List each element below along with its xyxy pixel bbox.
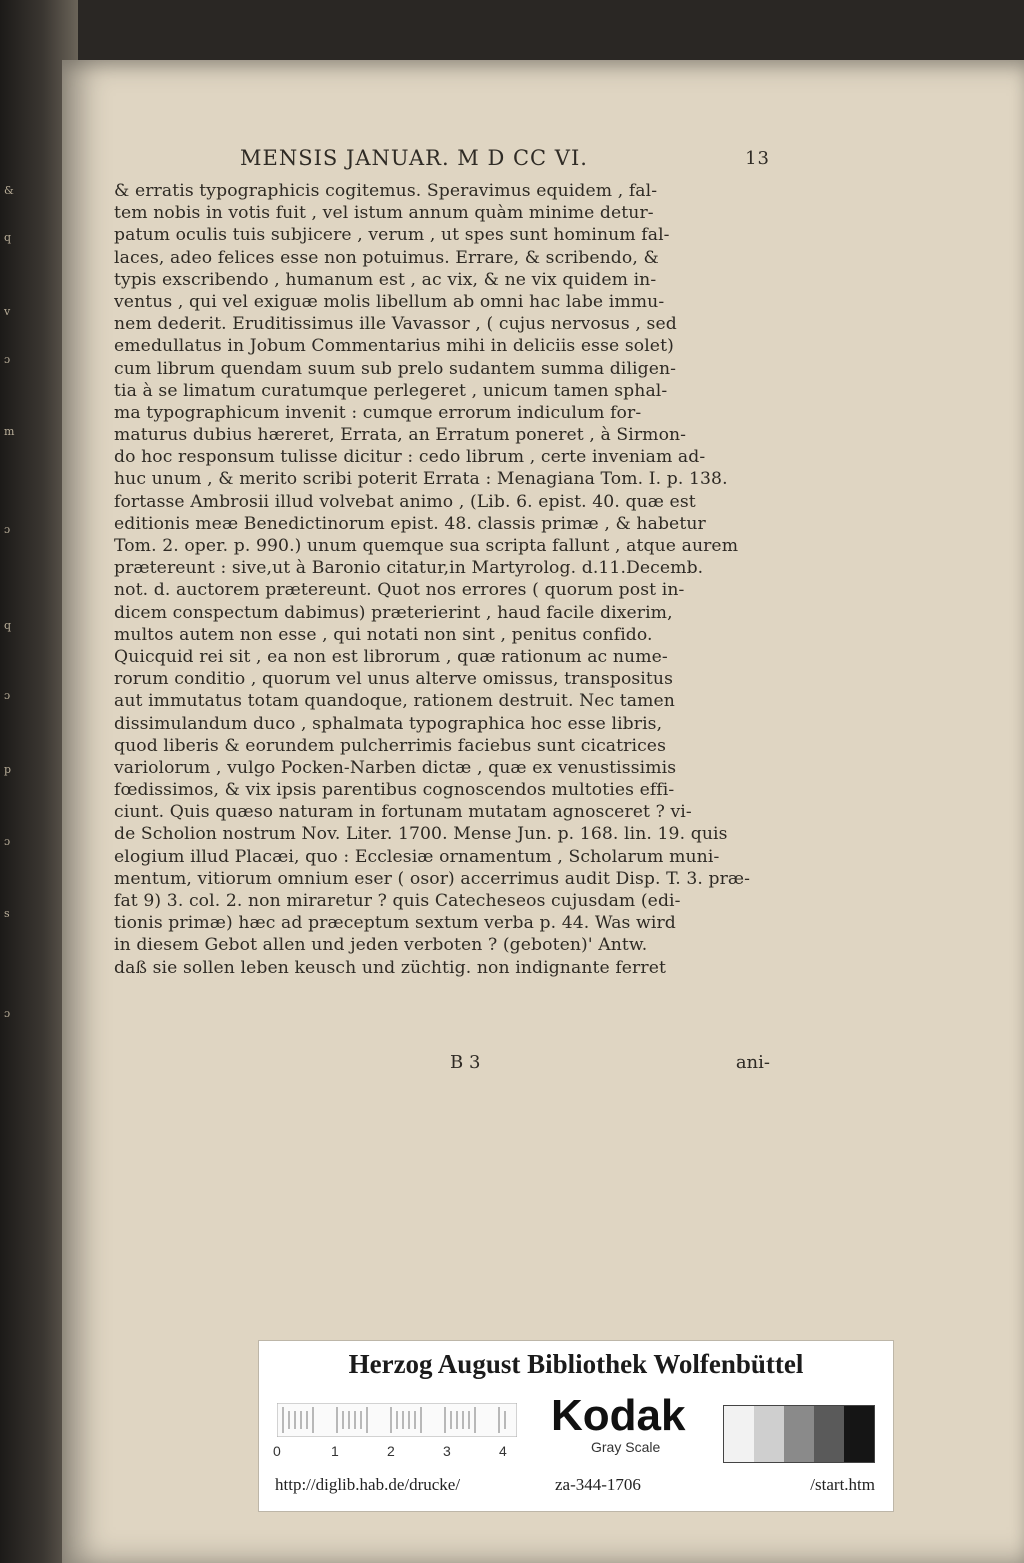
text-line: dicem conspectum dabimus) præterierint , haud facile dixerim, (114, 602, 673, 623)
text-line: elogium illud Placæi, quo : Ecclesiæ ornamentum , Scholarum muni- (114, 846, 720, 867)
text-line: emedullatus in Jobum Commentarius mihi in deliciis esse solet) (114, 336, 674, 357)
text-line: de Scholion nostrum Nov. Liter. 1700. Mense Jun. p. 168. lin. 19. quis (114, 824, 728, 845)
text-line: huc unum , & merito scribi poterit Errata : Menagiana Tom. I. p. 138. (114, 469, 728, 490)
text-line: tia à se limatum curatumque perlegeret , unicum tamen sphal- (114, 380, 668, 401)
text-line: Quicquid rei sit , ea non est librorum , quæ rationum ac nume- (114, 646, 668, 667)
kodak-logo: Kodak (551, 1391, 686, 1440)
color-target-card (258, 1340, 894, 1512)
text-line: daß sie sollen leben keusch und züchtig. non indignante ferret (114, 957, 666, 978)
text-line: prætereunt : sive,ut à Baronio citatur,in Martyrolog. d.11.Decemb. (114, 558, 704, 579)
text-line: Tom. 2. oper. p. 990.) unum quemque sua scripta fallunt , atque aurem (114, 536, 739, 556)
folio-number: 13 (745, 148, 770, 169)
text-line: variolorum , vulgo Pocken-Narben dictæ , quæ ex venustissimis (114, 757, 677, 778)
text-line: do hoc responsum tulisse dicitur : cedo librum , certe inveniam ad- (114, 447, 706, 468)
ruler-ticks-icon (277, 1403, 517, 1437)
text-line: fortasse Ambrosii illud volvebat animo , (Lib. 6. epist. 40. quæ est (114, 491, 696, 512)
edge-mark: v (4, 305, 11, 318)
shelfmark: za-344-1706 (555, 1475, 641, 1494)
edge-mark: ɔ (4, 835, 11, 848)
text-line: not. d. auctorem prætereunt. Quot nos errores ( quorum post in- (114, 580, 685, 601)
text-line: typis exscribendo , humanum est , ac vix, & ne vix quidem in- (114, 269, 657, 290)
text-line: & erratis typographicis cogitemus. Speravimus equidem , fal- (114, 181, 658, 201)
text-line: fat 9) 3. col. 2. non miraretur ? quis Catecheseos cujusdam (edi- (114, 891, 681, 911)
signature-mark: B 3 (450, 1052, 481, 1073)
edge-mark: ɔ (4, 353, 11, 366)
gray-patch (754, 1406, 784, 1462)
edge-mark: ɔ (4, 523, 11, 536)
text-line: in diesem Gebot allen und jeden verboten ? (geboten)' Antw. (114, 935, 648, 956)
text-line: tem nobis in votis fuit , vel istum annum quàm minime detur- (114, 203, 654, 224)
running-head-title: MENSIS JANUAR. M D CC VI. (240, 146, 588, 170)
url-line (259, 1469, 893, 1499)
ruler-number: 2 (387, 1443, 395, 1459)
text-line: rorum conditio , quorum vel unus alterve omissus, transpositus (114, 669, 674, 690)
text-line: editionis meæ Benedictinorum epist. 48. classis primæ , & habetur (114, 513, 706, 534)
edge-mark: ɔ (4, 689, 11, 702)
edge-mark: s (4, 907, 10, 920)
text-line: ciunt. Quis quæso naturam in fortunam mutatam agnosceret ? vi- (114, 802, 692, 823)
text-line: patum oculis tuis subjicere , verum , ut spes sunt hominum fal- (114, 225, 670, 246)
text-line: mentum, vitiorum omnium eser ( osor) accerrimus audit Disp. T. 3. præ- (114, 868, 751, 889)
edge-mark: p (4, 763, 12, 776)
edge-mark: q (4, 231, 12, 244)
text-line: laces, adeo felices esse non potuimus. Errare, & scribendo, & (114, 247, 659, 268)
gray-patches (723, 1405, 875, 1463)
gray-scale-label: Gray Scale (591, 1439, 661, 1455)
ruler-number: 0 (273, 1443, 281, 1459)
text-line: ma typographicum invenit : cumque errorum indiculum for- (114, 402, 642, 423)
text-line: fœdissimos, & vix ipsis parentibus cognoscendos multoties effi- (114, 780, 675, 801)
gray-patch (784, 1406, 814, 1462)
gray-patch (724, 1406, 754, 1462)
text-line: ventus , qui vel exiguæ molis libellum ab omni hac labe immu- (114, 291, 665, 312)
text-line: multos autem non esse , qui notati non sint , penitus confido. (114, 624, 653, 645)
body-text (114, 180, 766, 979)
gray-patch (844, 1406, 874, 1462)
page-footer (450, 1052, 770, 1078)
text-line: dissimulandum duco , sphalmata typographica hoc esse libris, (114, 713, 663, 734)
text-line: cum librum quendam suum sub prelo sudantem summa diligen- (114, 358, 677, 379)
edge-mark: ɔ (4, 1007, 11, 1020)
url-left: http://diglib.hab.de/drucke/ (275, 1475, 461, 1494)
running-head (240, 146, 770, 174)
text-line: aut immutatus totam quandoque, rationem destruit. Nec tamen (114, 691, 675, 712)
library-name: Herzog August Bibliothek Wolfenbüttel (348, 1349, 804, 1379)
text-line: tionis primæ) hæc ad præceptum sextum verba p. 44. Was wird (114, 913, 676, 934)
text-line: nem dederit. Eruditissimus ille Vavassor , ( cujus nervosus , sed (114, 314, 677, 335)
edge-mark: q (4, 619, 12, 632)
url-right: /start.htm (810, 1475, 875, 1494)
text-line: quod liberis & eorundem pulcherrimis faciebus sunt cicatrices (114, 735, 666, 756)
gray-patch (814, 1406, 844, 1462)
edge-mark: m (4, 425, 15, 438)
catchword: ani- (735, 1052, 770, 1073)
ruler (273, 1403, 517, 1459)
ruler-number: 4 (499, 1443, 507, 1459)
edge-mark: & (4, 184, 14, 197)
text-line: maturus dubius hæreret, Errata, an Erratum poneret , à Sirmon- (114, 425, 687, 446)
ruler-number: 1 (331, 1443, 339, 1459)
ruler-number: 3 (443, 1443, 451, 1459)
